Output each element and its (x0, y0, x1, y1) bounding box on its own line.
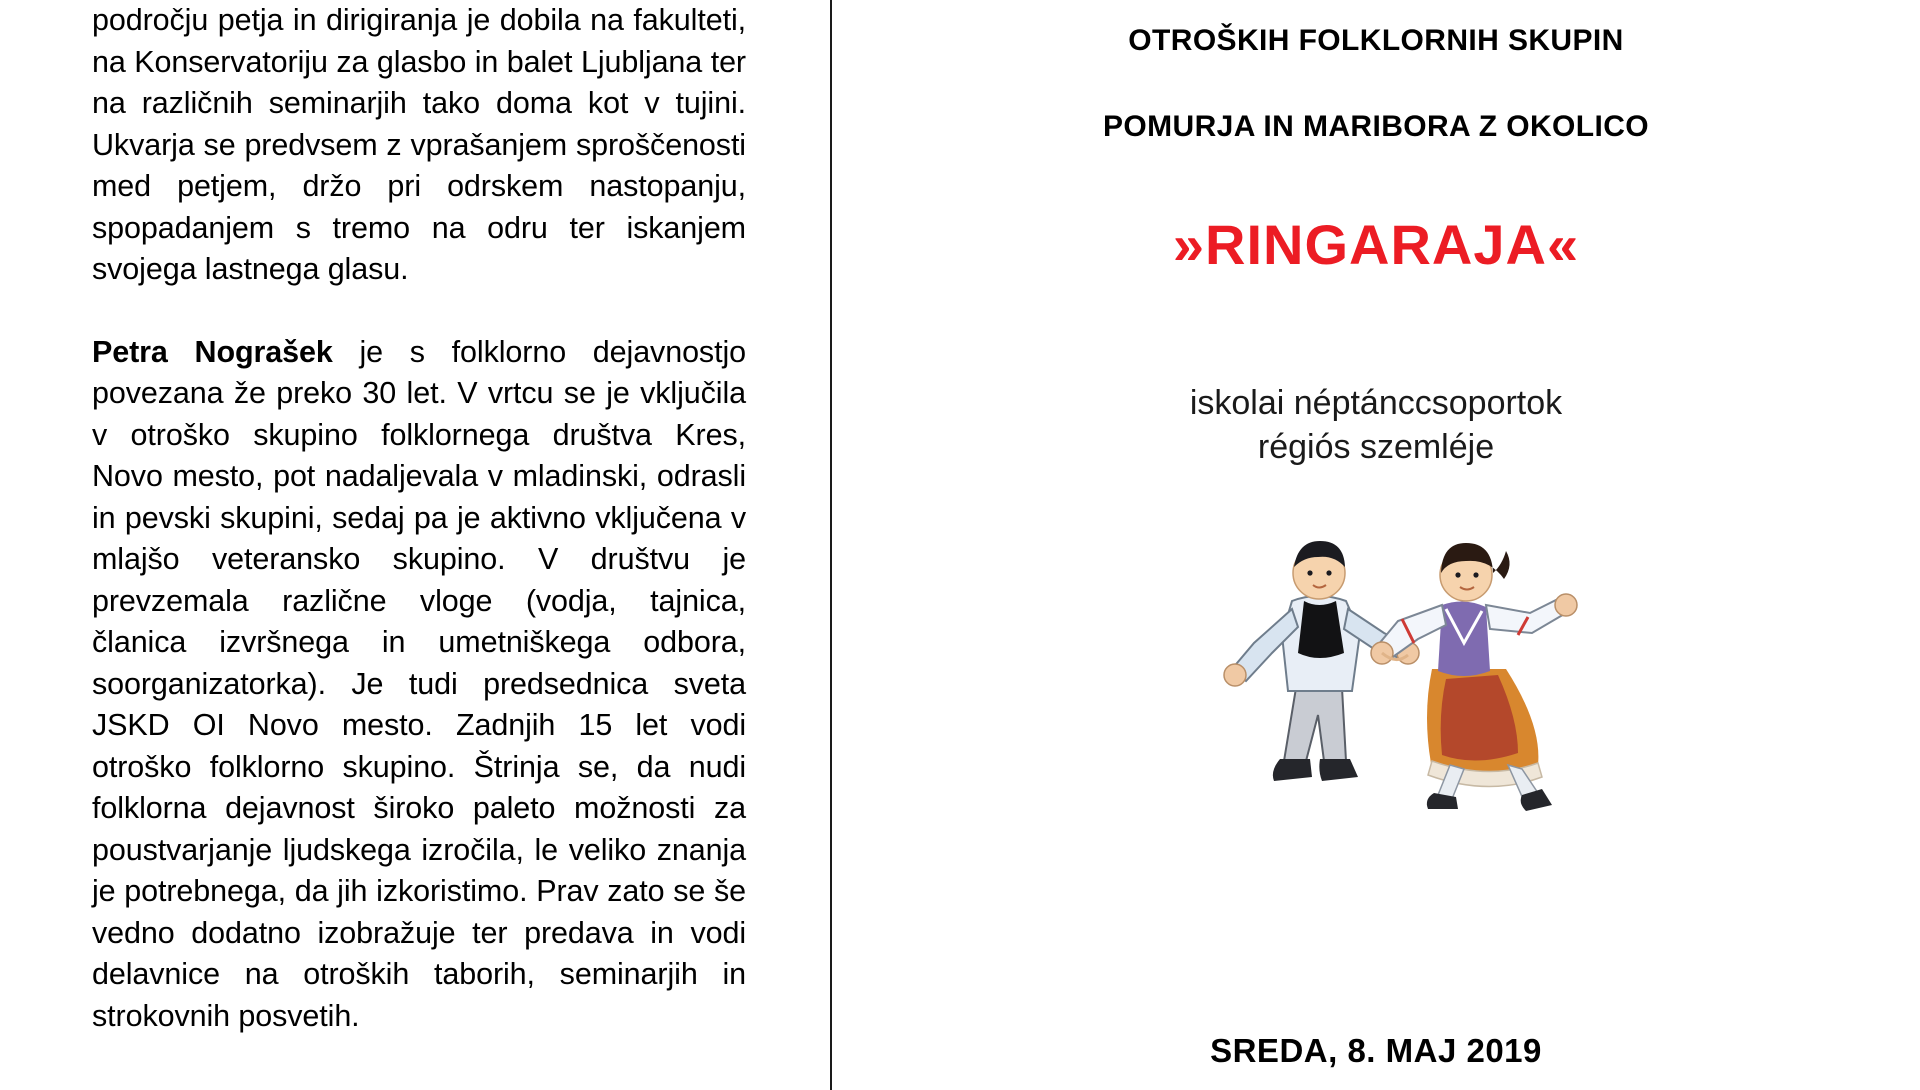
event-date: SREDA, 8. MAJ 2019 (1210, 1032, 1542, 1069)
hungarian-subtitle-line-2: régiós szemléje (1257, 428, 1495, 466)
heading-line-2: POMURJA IN MARIBORA Z OKOLICO (1102, 110, 1650, 143)
hungarian-subtitle-line-1: iskolai néptánccsoportok (1189, 384, 1563, 422)
paragraph-spacer (92, 291, 746, 332)
right-content-column (832, 0, 1920, 1080)
hungarian-subtitle (832, 381, 1920, 469)
paragraph-biography-2 (92, 332, 746, 1038)
paragraph-biography-2-text: je s folklorno dejavnostjo povezana že preko 30 let. V vrtcu se je vključila v otroško skupino folklornega društva Kres, Novo mesto, pot nadaljevala v mladinski, odrasli in pevski skupini, sedaj pa je aktivno vključena v mlajšo veteransko skupino. V društvu je prevzemala različne vloge (vodja, tajnica, članica izvršnega in umetniškega odbora, soorganizatorka). Je tudi predsednica sveta JSKD OI Novo mesto. Zadnjih 15 let vodi otroško folklorno skupino. Štrinja se, da nudi folklorna dejavnost široko paleto možnosti za poustvarjanje ljudskega izročila, le veliko znanja je potrebnega, da jih izkoristimo. Prav zato se še vedno dodatno izobražuje ter predava in vodi delavnice na otroških taborih, seminarjih in strokovnih posvetih. (92, 334, 746, 1033)
event-title: »RINGARAJA« (1172, 213, 1580, 276)
left-text-column (0, 0, 830, 1080)
paragraph-biography-1: področju petja in dirigiranja je dobila na fakulteti, na Konservatoriju za glasbo in balet Ljubljana ter na različnih seminarjih tako doma kot v tujini. Ukvarja se predvsem z vprašanjem sproščenosti med petjem, držo pri odrskem nastopanju, spopadanjem s tremo na odru ter iskanjem svojega lastnega glasu. (92, 3, 746, 286)
person-name: Petra Nograšek (92, 334, 333, 369)
two-folk-dancers-illustration (1146, 493, 1606, 813)
heading-line-1: OTROŠKIH FOLKLORNIH SKUPIN (1128, 24, 1624, 57)
dancers-svg (1146, 493, 1606, 813)
